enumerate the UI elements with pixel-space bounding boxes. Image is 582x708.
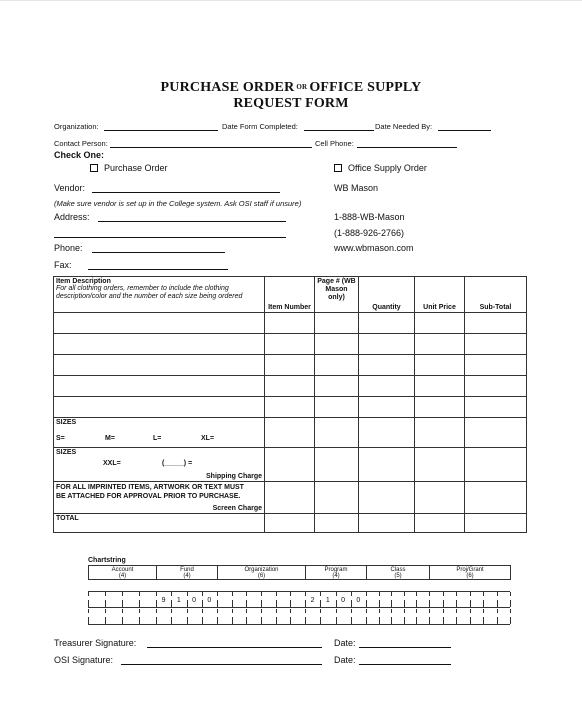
cell[interactable] — [465, 397, 527, 418]
cell[interactable] — [465, 313, 527, 334]
date-needed-field[interactable] — [438, 122, 491, 131]
cell[interactable] — [359, 397, 415, 418]
chartstring-header-row — [89, 566, 511, 580]
size-xxl: XXL= — [103, 460, 121, 467]
address-label: Address: — [54, 212, 90, 222]
date-needed-label: Date Needed By: — [375, 122, 433, 131]
fund-name: Fund — [180, 566, 194, 573]
fund-header — [157, 566, 218, 580]
fax-label: Fax: — [54, 260, 72, 270]
address-field-1[interactable] — [98, 212, 286, 222]
cell[interactable] — [359, 514, 415, 533]
cell[interactable] — [415, 482, 465, 514]
date-completed-label: Date Form Completed: — [222, 122, 298, 131]
account-name: Account — [111, 566, 134, 573]
osi-signature-field[interactable] — [121, 655, 322, 665]
chartstring-digit: 1 — [325, 597, 330, 604]
size-l: L= — [153, 435, 162, 442]
organization-header — [218, 566, 306, 580]
item-description-header — [54, 277, 265, 313]
sizes-cell-2[interactable] — [54, 448, 265, 482]
organization-field[interactable] — [104, 122, 218, 131]
phone-label: Phone: — [54, 243, 83, 253]
chartstring-digit: 0 — [356, 597, 361, 604]
office-supply-checkbox[interactable] — [334, 164, 342, 172]
cell-phone-field[interactable] — [357, 139, 457, 148]
items-header-row — [54, 277, 527, 313]
cell[interactable] — [315, 514, 359, 533]
table-row[interactable] — [54, 397, 527, 418]
chartstring-digit-grid[interactable] — [88, 591, 511, 625]
sizes-row-2[interactable] — [54, 448, 527, 482]
check-one-label: Check One: — [54, 150, 105, 160]
contact-person-field[interactable] — [110, 139, 312, 148]
cell[interactable] — [415, 334, 465, 355]
cell[interactable] — [359, 313, 415, 334]
vendor-name: WB Mason — [334, 183, 379, 193]
quantity-header: Quantity — [359, 277, 415, 313]
vendor-phone1: 1-888-WB-Mason — [334, 212, 405, 222]
total-row[interactable] — [54, 514, 527, 533]
date-label-1: Date: — [334, 638, 356, 648]
cell[interactable] — [265, 418, 315, 448]
cell[interactable] — [415, 418, 465, 448]
total-label: TOTAL — [54, 514, 265, 533]
contact-person-label: Contact Person: — [54, 139, 108, 148]
cell[interactable] — [265, 313, 315, 334]
date-label-2: Date: — [334, 655, 356, 665]
cell[interactable] — [315, 482, 359, 514]
page-number-header: Page # (WB Mason only) — [315, 277, 359, 313]
sizes-row-1[interactable] — [54, 418, 527, 448]
screen-charge-label: Screen Charge — [212, 505, 262, 512]
cell[interactable] — [465, 482, 527, 514]
office-supply-label: Office Supply Order — [348, 163, 427, 173]
organization-label: Organization: — [54, 122, 99, 131]
size-s: S= — [56, 435, 65, 442]
cell[interactable] — [315, 397, 359, 418]
sizes-cell-1[interactable] — [54, 418, 265, 448]
address-field-2[interactable] — [54, 228, 286, 238]
vendor-field[interactable] — [92, 183, 280, 193]
cell-phone-label: Cell Phone: — [315, 139, 354, 148]
cell[interactable] — [415, 397, 465, 418]
class-header — [367, 566, 430, 580]
office-supply-option[interactable] — [334, 163, 427, 173]
imprint-cell[interactable] — [54, 482, 265, 514]
date-completed-field[interactable] — [304, 122, 374, 131]
phone-field[interactable] — [92, 243, 225, 253]
cell[interactable] — [265, 334, 315, 355]
cell[interactable] — [359, 418, 415, 448]
size-m: M= — [105, 435, 115, 442]
cell[interactable] — [465, 448, 527, 482]
fax-field[interactable] — [88, 260, 228, 270]
cell[interactable] — [415, 376, 465, 397]
organization-name: Organization — [244, 566, 279, 573]
organization-count: (6) — [257, 572, 266, 579]
class-count: (5) — [394, 572, 402, 579]
cell[interactable] — [315, 376, 359, 397]
vendor-note: (Make sure vendor is set up in the College system. Ask OSI staff if unsure) — [54, 199, 302, 208]
cell[interactable] — [465, 376, 527, 397]
cell[interactable] — [265, 448, 315, 482]
sizes-label-2: SIZES — [56, 449, 77, 456]
projgrant-header — [430, 566, 511, 580]
cell[interactable] — [359, 448, 415, 482]
shipping-charge-label: Shipping Charge — [206, 473, 262, 480]
chartstring-digit: 1 — [176, 597, 181, 604]
cell[interactable] — [265, 514, 315, 533]
table-row[interactable] — [54, 376, 527, 397]
cell[interactable] — [415, 313, 465, 334]
treasurer-signature-label: Treasurer Signature: — [54, 638, 137, 648]
class-name: Class — [390, 566, 406, 573]
items-table — [53, 276, 527, 533]
cell[interactable] — [265, 482, 315, 514]
imprint-note: FOR ALL IMPRINTED ITEMS, ARTWORK OR TEXT MUST BE ATTACHED FOR APPROVAL PRIOR TO PURCHASE. — [56, 484, 244, 500]
size-xl: XL= — [201, 435, 215, 442]
account-header — [89, 566, 157, 580]
cell[interactable] — [415, 514, 465, 533]
chartstring-label: Chartstring — [88, 557, 126, 564]
unit-price-header: Unit Price — [415, 277, 465, 313]
cell[interactable] — [315, 334, 359, 355]
cell[interactable] — [265, 376, 315, 397]
cell[interactable] — [415, 355, 465, 376]
title-or: OR — [296, 83, 308, 91]
program-name: Program — [324, 566, 348, 573]
imprint-row[interactable] — [54, 482, 527, 514]
chartstring-digit: 0 — [341, 597, 346, 604]
purchase-order-checkbox[interactable] — [90, 164, 98, 172]
table-row[interactable] — [54, 313, 527, 334]
cell[interactable] — [54, 355, 265, 376]
cell[interactable] — [54, 313, 265, 334]
treasurer-signature-field[interactable] — [147, 638, 322, 648]
vendor-label: Vendor: — [54, 183, 86, 193]
fund-count: (4) — [183, 572, 191, 579]
program-count: (4) — [332, 572, 340, 579]
size-other: (_____) = — [162, 460, 193, 467]
chartstring-digit: 9 — [161, 597, 166, 604]
chartstring-table — [88, 565, 511, 580]
date-field-1[interactable] — [359, 638, 451, 648]
account-count: (4) — [118, 572, 127, 579]
item-description-note: For all clothing orders, remember to include the clothing description/color and the number of each size being ordered — [56, 285, 243, 300]
chartstring-digit: 0 — [192, 597, 197, 604]
cell[interactable] — [54, 376, 265, 397]
item-description-title: Item Description — [56, 278, 111, 285]
cell[interactable] — [465, 355, 527, 376]
cell[interactable] — [415, 448, 465, 482]
cell[interactable] — [265, 355, 315, 376]
table-row[interactable] — [54, 355, 527, 376]
cell[interactable] — [359, 376, 415, 397]
osi-signature-label: OSI Signature: — [54, 655, 114, 665]
table-row[interactable] — [54, 334, 527, 355]
cell[interactable] — [359, 482, 415, 514]
projgrant-name: Proj/Grant — [456, 566, 484, 573]
date-field-2[interactable] — [359, 655, 451, 665]
cell[interactable] — [465, 334, 527, 355]
cell[interactable] — [359, 334, 415, 355]
title-office-supply: OFFICE SUPPLY — [309, 80, 422, 95]
cell[interactable] — [315, 313, 359, 334]
cell[interactable] — [359, 355, 415, 376]
vendor-web: www.wbmason.com — [334, 243, 414, 253]
purchase-order-label: Purchase Order — [104, 163, 168, 173]
cell[interactable] — [54, 397, 265, 418]
projgrant-count: (6) — [466, 572, 474, 579]
cell[interactable] — [315, 448, 359, 482]
chartstring-digit: 0 — [207, 597, 212, 604]
form-title-line1 — [0, 80, 582, 96]
sizes-label-1: SIZES — [56, 419, 77, 426]
chartstring-digit: 2 — [310, 597, 315, 604]
cell[interactable] — [465, 418, 527, 448]
total-value-cell[interactable] — [465, 514, 527, 533]
title-purchase-order: PURCHASE ORDER — [160, 80, 295, 95]
form-title-line2: REQUEST FORM — [233, 96, 349, 111]
program-header — [306, 566, 367, 580]
cell[interactable] — [315, 418, 359, 448]
cell[interactable] — [315, 355, 359, 376]
purchase-order-option[interactable] — [90, 163, 168, 173]
vendor-phone2: (1-888-926-2766) — [334, 228, 405, 238]
item-number-header: Item Number — [265, 277, 315, 313]
cell[interactable] — [265, 397, 315, 418]
sub-total-header: Sub-Total — [465, 277, 527, 313]
cell[interactable] — [54, 334, 265, 355]
